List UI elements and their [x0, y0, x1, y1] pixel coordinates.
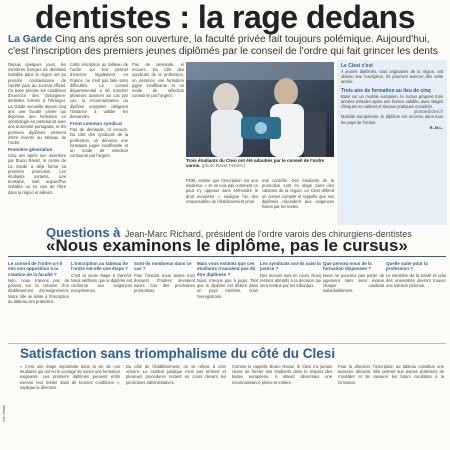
interview-answer: Nous n'avons pas à juger. Tant que le diplôme est délivré dans un pays membre, nous l'enregistrons. [197, 277, 258, 299]
article-photo [186, 62, 334, 157]
body-text: Comme le rappelle Bruno Ravaz, le Clesi n'a jamais cessé de former ses étudiants dans le respect des textes européens. Il attend désormais une reconnaissance pleine et entière. [232, 364, 332, 385]
sidebar-box [337, 60, 447, 225]
body-text: Depuis quelques jours, les membres français de dentistes installés dans la région ont pu prendre connaissance de l'arrêté paru au Journal officiel. Ce texte précise les conditions d'exercice des chirurgiens-dentistes formés à l'étranger. La Garde accueille depuis cinq ans une faculté privée qui dispense une formation en odontologie en partenariat avec une université portugaise, et les premiers diplômés viennent d'être inscrits au tableau de l'ordre. [8, 62, 66, 146]
interview-column [260, 260, 321, 342]
body-text: Du côté de l'établissement, on se refuse à crier victoire. Le combat juridique n'est pas terminé et plusieurs procédures restent en cours devant les juridictions administratives. [126, 364, 226, 385]
caption-text: Trois étudiants du Clesi ont été adoubés par le conseil de l'ordre varois. [186, 158, 325, 169]
satisfaction-column [20, 364, 120, 450]
body-text: « C'est une étape importante dans la vie de nos étudiants qui ont eu le courage de suivre une formation exigeante. Les premiers diplômés peuvent enfin exercer leur métier dans de bonnes conditions », explique la direction. [20, 364, 120, 390]
subheading-premiere-generation: Première génération [8, 147, 53, 153]
interview-column [134, 260, 195, 342]
interview-answer: Nous ne pouvons pas porter de jugement sans avoir évalué chaque candidat individuellement. [323, 272, 384, 294]
interview-question: Quelle suite pour la profession ? [386, 261, 428, 272]
body-column-3 [132, 62, 184, 222]
interview-question: Le conseil de l'ordre a-t-il mis son opposition à la création de la faculté ? [8, 261, 63, 277]
dental-students-photo [186, 62, 334, 157]
article-headline: dentistes : la rage dedans [34, 0, 415, 35]
satisfaction-column [338, 364, 444, 450]
body-text: Pas de demande, ni recours. Du côté des syndicats de la profession, on dénonce une formation jugée insuffisante et un mode de sélection contourné par l'argent. [70, 127, 128, 159]
interview-column [386, 260, 446, 342]
section-divider [8, 343, 446, 344]
sidebar-title-2: Trois ans de formation au lieu de cinq [341, 87, 431, 94]
interview-question: L'inscription au tableau de l'ordre est-elle une étape ? [71, 261, 128, 272]
body-text: mal contrôlé. Des étudiants de la promotion sont en stage dans des cabinets de la région. Le Clesi défend un cursus complet et rappelle que ses diplômés répondent aux exigences fixées par les textes. [262, 178, 334, 210]
sidebar-title-1: Le Clesi c'est [341, 63, 373, 69]
sidebar-text-3: Mobilité européenne, le diplôme est reconnu dans tous les pays de l'Union. [341, 114, 443, 125]
sidebar-text-1: 4 jeunes diplômés, tous originaires de la région, ont obtenu leur inscription. Ils pourront exercer dès cette année. [341, 69, 443, 85]
interview-divider [8, 256, 446, 257]
interview-person: Jean-Marc Richard, président de l'ordre varois des chirurgiens-dentistes [124, 229, 412, 239]
body-column-1 [8, 62, 66, 222]
body-column-4 [186, 178, 258, 222]
margin-note: Var-Matin [1, 405, 6, 423]
interview-question: Que pensez-vous de la formation dispensée ? [323, 261, 372, 272]
article-lede [8, 34, 446, 57]
interview-column [8, 260, 69, 342]
interview-answer: Non, nous n'avons pas de pouvoir sur la création d'un établissement d'enseignement. Notre rôle se limite à l'inscription au tableau des praticiens. [8, 277, 69, 304]
interview-answer: Des recours sont en cours. Nous restons attentifs à la décision qui sera rendue par les tribunaux. [260, 272, 321, 288]
lede-kicker: La Garde [8, 34, 53, 45]
interview-label: Questions à [46, 225, 121, 240]
interview-question: Sont-ils nombreux dans ce cas ? [134, 261, 192, 272]
lede-text: Cinq ans après son ouverture, la faculté privée fait toujours polémique. Aujourd'hui, c'est l'inscription des premiers jeunes diplômés par le conseil de l'ordre qui fait grincer les dents [8, 34, 438, 57]
interview-column [197, 260, 258, 342]
subheading-front-commun: Front commun syndical [70, 121, 122, 127]
photo-caption [186, 158, 334, 169]
sidebar-signature: R.-M.L. [429, 124, 443, 130]
body-text: Cinq ans après son ouverture par Bruno Ravaz, le centre de La Garde a déjà formé sa première promotion. Les étudiants sortants, une trentaine, sont aujourd'hui installés ou en voie de l'être dans la région et ailleurs. [8, 153, 66, 195]
interview-answer: Pour l'instant nous avons trois dossiers. D'autres devraient suivre lors des prochaines promotions. [134, 272, 195, 294]
photo-credit: (photo Ravet Ferrero) [201, 163, 246, 169]
interview-column [323, 260, 384, 342]
sidebar-text-2: Basé sur un modèle européen, le cursus propose trois années d'études après une licence validée, avec stages cliniques en cabinet et travaux pratiques encadrés. [341, 93, 443, 110]
sidebar-email[interactable]: plosste@clesi.fr [414, 109, 443, 115]
satisfaction-column [232, 364, 332, 450]
interview-question: Mais vous estimez que ces étudiants n'auraient pas dû être diplômés ? [197, 261, 256, 277]
interview-answer: C'est la seule étape à franchir. Nous vérifions que le diplôme est conforme aux exigences européennes. [71, 272, 132, 294]
body-text: Cette inscription au tableau de l'ordre, qui leur permet d'exercer légalement en France, ne s'est pas faite sans difficultés. Le conseil départemental a dû trancher plusieurs dossiers au cas par cas, la reconnaissance du diplôme européen obligeant l'instance à valider les demandes. [70, 62, 128, 120]
body-text: Pour la direction, l'inscription au tableau constitue une avancée décisive. Elle permet aux jeunes praticiens de s'installer et de rassurer les futurs candidats à la formation. [338, 364, 444, 385]
interview-title: «Nous examinons le diplôme, pas le cursus» [46, 236, 408, 255]
body-text: PDM, estime que l'inscription est une évidence. « Je ne vois pas comment on peut s'y opposer sans enfreindre le droit européen », souligne l'un des responsables de l'établissement privé. [186, 178, 258, 204]
body-text: Pas de demande, ni recours. Du côté des syndicats de la profession, on dénonce une formation jugée insuffisante et un mode de sélection contourné par l'argent. [132, 62, 184, 99]
body-column-2 [70, 62, 128, 222]
interview-question: Les syndicats ont-ils saisi la justice ? [260, 261, 321, 272]
satisfaction-column [126, 364, 226, 450]
interview-column [71, 260, 132, 342]
satisfaction-title: Satisfaction sans triomphalisme du côté du Clesi [20, 346, 336, 361]
body-column-5 [262, 178, 334, 222]
interview-answer: Le ministère de la Santé et celui des universités devront trouver une solution pérenne. [386, 272, 446, 288]
